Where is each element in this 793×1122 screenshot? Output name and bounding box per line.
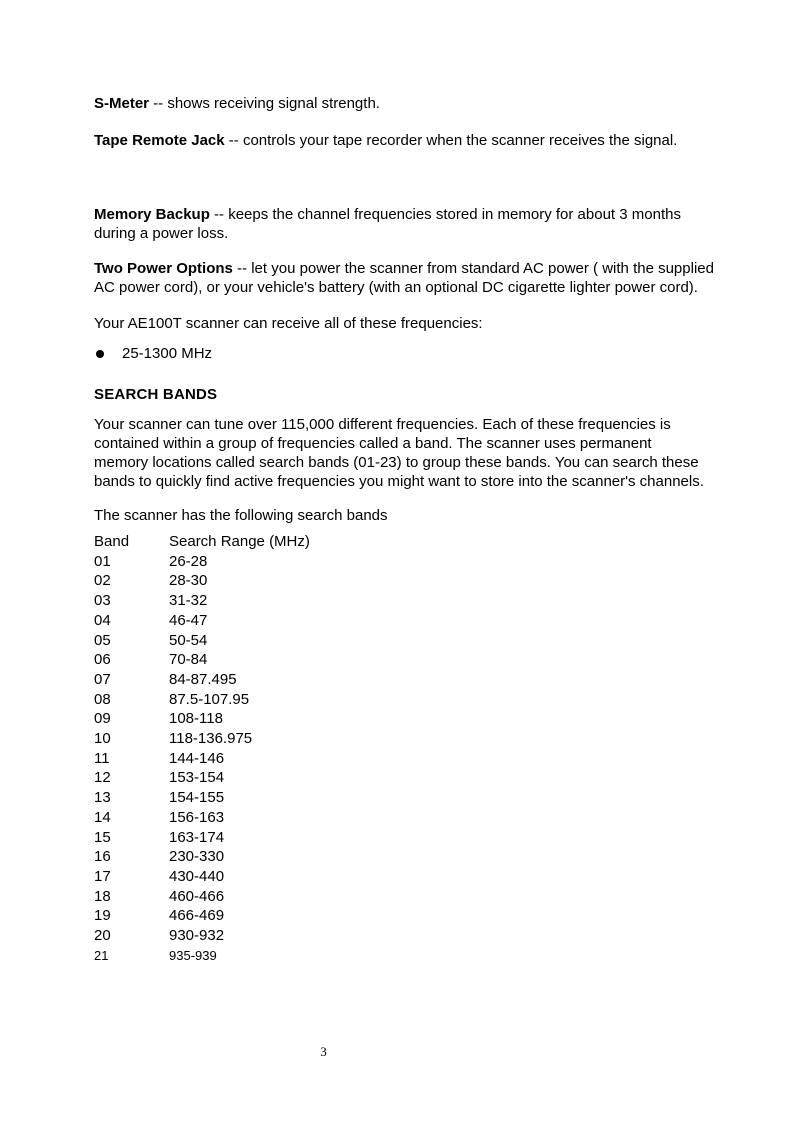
band-range: 26-28 [169,552,208,570]
band-range: 930-932 [169,927,225,945]
band-number: 06 [94,651,111,669]
table-row [94,650,310,670]
feature-desc: -- keeps the channel frequencies stored in memory for about 3 months during a power loss. [94,206,681,242]
table-row [94,670,310,690]
table-row [94,729,310,749]
table-row [94,591,310,611]
band-number: 15 [94,828,111,846]
band-number: 09 [94,710,111,728]
band-range: 108-118 [169,710,223,728]
band-number: 10 [94,730,111,748]
frequency-range: 25-1300 MHz [122,345,213,362]
band-number: 05 [94,631,111,649]
feature-term: Memory Backup [94,206,210,223]
table-row [94,847,310,867]
feature-desc: -- shows receiving signal strength. [149,95,380,112]
frequencies-intro: Your AE100T scanner can receive all of these frequencies: [94,315,483,332]
band-range: 460-466 [169,887,225,905]
table-row [94,828,310,848]
page-number: 3 [320,1044,327,1059]
band-number: 01 [94,552,111,570]
column-header-range: Search Range (MHz) [169,533,310,550]
feature-term: Two Power Options [94,260,233,277]
band-number: 04 [94,611,111,629]
band-range: 31-32 [169,592,208,610]
band-range: 153-154 [169,769,225,787]
search-bands-table-intro: The scanner has the following search bands [94,507,388,524]
band-number: 11 [94,749,110,767]
table-row [94,946,310,966]
table-row [94,690,310,710]
band-number: 02 [94,572,111,590]
band-range: 144-146 [169,749,225,767]
bullet-dot-icon [96,350,104,358]
table-row [94,867,310,887]
band-range: 154-155 [169,789,225,807]
band-number: 03 [94,592,111,610]
table-row [94,808,310,828]
table-row [94,631,310,651]
feature-tape-remote-jack [94,131,714,150]
band-number: 20 [94,927,111,945]
band-number: 13 [94,789,111,807]
table-body [94,552,310,966]
table-row [94,709,310,729]
band-range: 430-440 [169,867,225,885]
table-row [94,571,310,591]
band-range: 118-136.975 [169,730,253,748]
search-bands-paragraph: Your scanner can tune over 115,000 different frequencies. Each of these frequencies is contained within a group of frequencies called a band. The scanner uses permanent memory locations called search bands (01-23) to group these bands. You can search these bands to quickly find active frequencies you might want to store into the scanner's channels. [94,416,704,490]
band-range: 87.5-107.95 [169,690,250,708]
band-range: 230-330 [169,848,225,866]
table-row [94,749,310,769]
table-row [94,926,310,946]
band-number: 08 [94,690,111,708]
band-range: 28-30 [169,572,208,590]
band-range: 50-54 [169,631,208,649]
table-header-row [94,532,310,552]
band-range: 70-84 [169,651,208,669]
search-bands-table [94,532,310,965]
band-number: 07 [94,670,111,688]
document-page [94,94,714,965]
column-header-band: Band [94,533,130,550]
feature-desc: -- let you power the scanner from standard AC power ( with the supplied AC power cord), or your vehicle's battery (with an optional DC cigarette lighter power cord). [94,260,714,296]
frequency-bullet-item [94,344,714,363]
table-row [94,611,310,631]
table-row [94,552,310,572]
table-row [94,768,310,788]
band-number: 17 [94,867,111,885]
band-range: 466-469 [169,907,225,925]
table-row [94,906,310,926]
band-number: 21 [94,947,109,963]
band-range: 46-47 [169,611,208,629]
band-number: 14 [94,808,111,826]
band-range: 84-87.495 [169,670,237,688]
band-range: 163-174 [169,828,225,846]
feature-term: S-Meter [94,95,150,112]
table-row [94,887,310,907]
feature-memory-backup [94,205,714,243]
feature-term: Tape Remote Jack [94,132,225,149]
section-heading: SEARCH BANDS [94,386,218,403]
feature-desc: -- controls your tape recorder when the scanner receives the signal. [224,132,678,149]
band-number: 19 [94,907,111,925]
band-range: 935-939 [169,947,217,963]
feature-two-power-options [94,259,714,297]
band-number: 16 [94,848,111,866]
band-number: 18 [94,887,111,905]
table-row [94,788,310,808]
band-range: 156-163 [169,808,225,826]
band-number: 12 [94,769,111,787]
feature-s-meter [94,94,714,113]
